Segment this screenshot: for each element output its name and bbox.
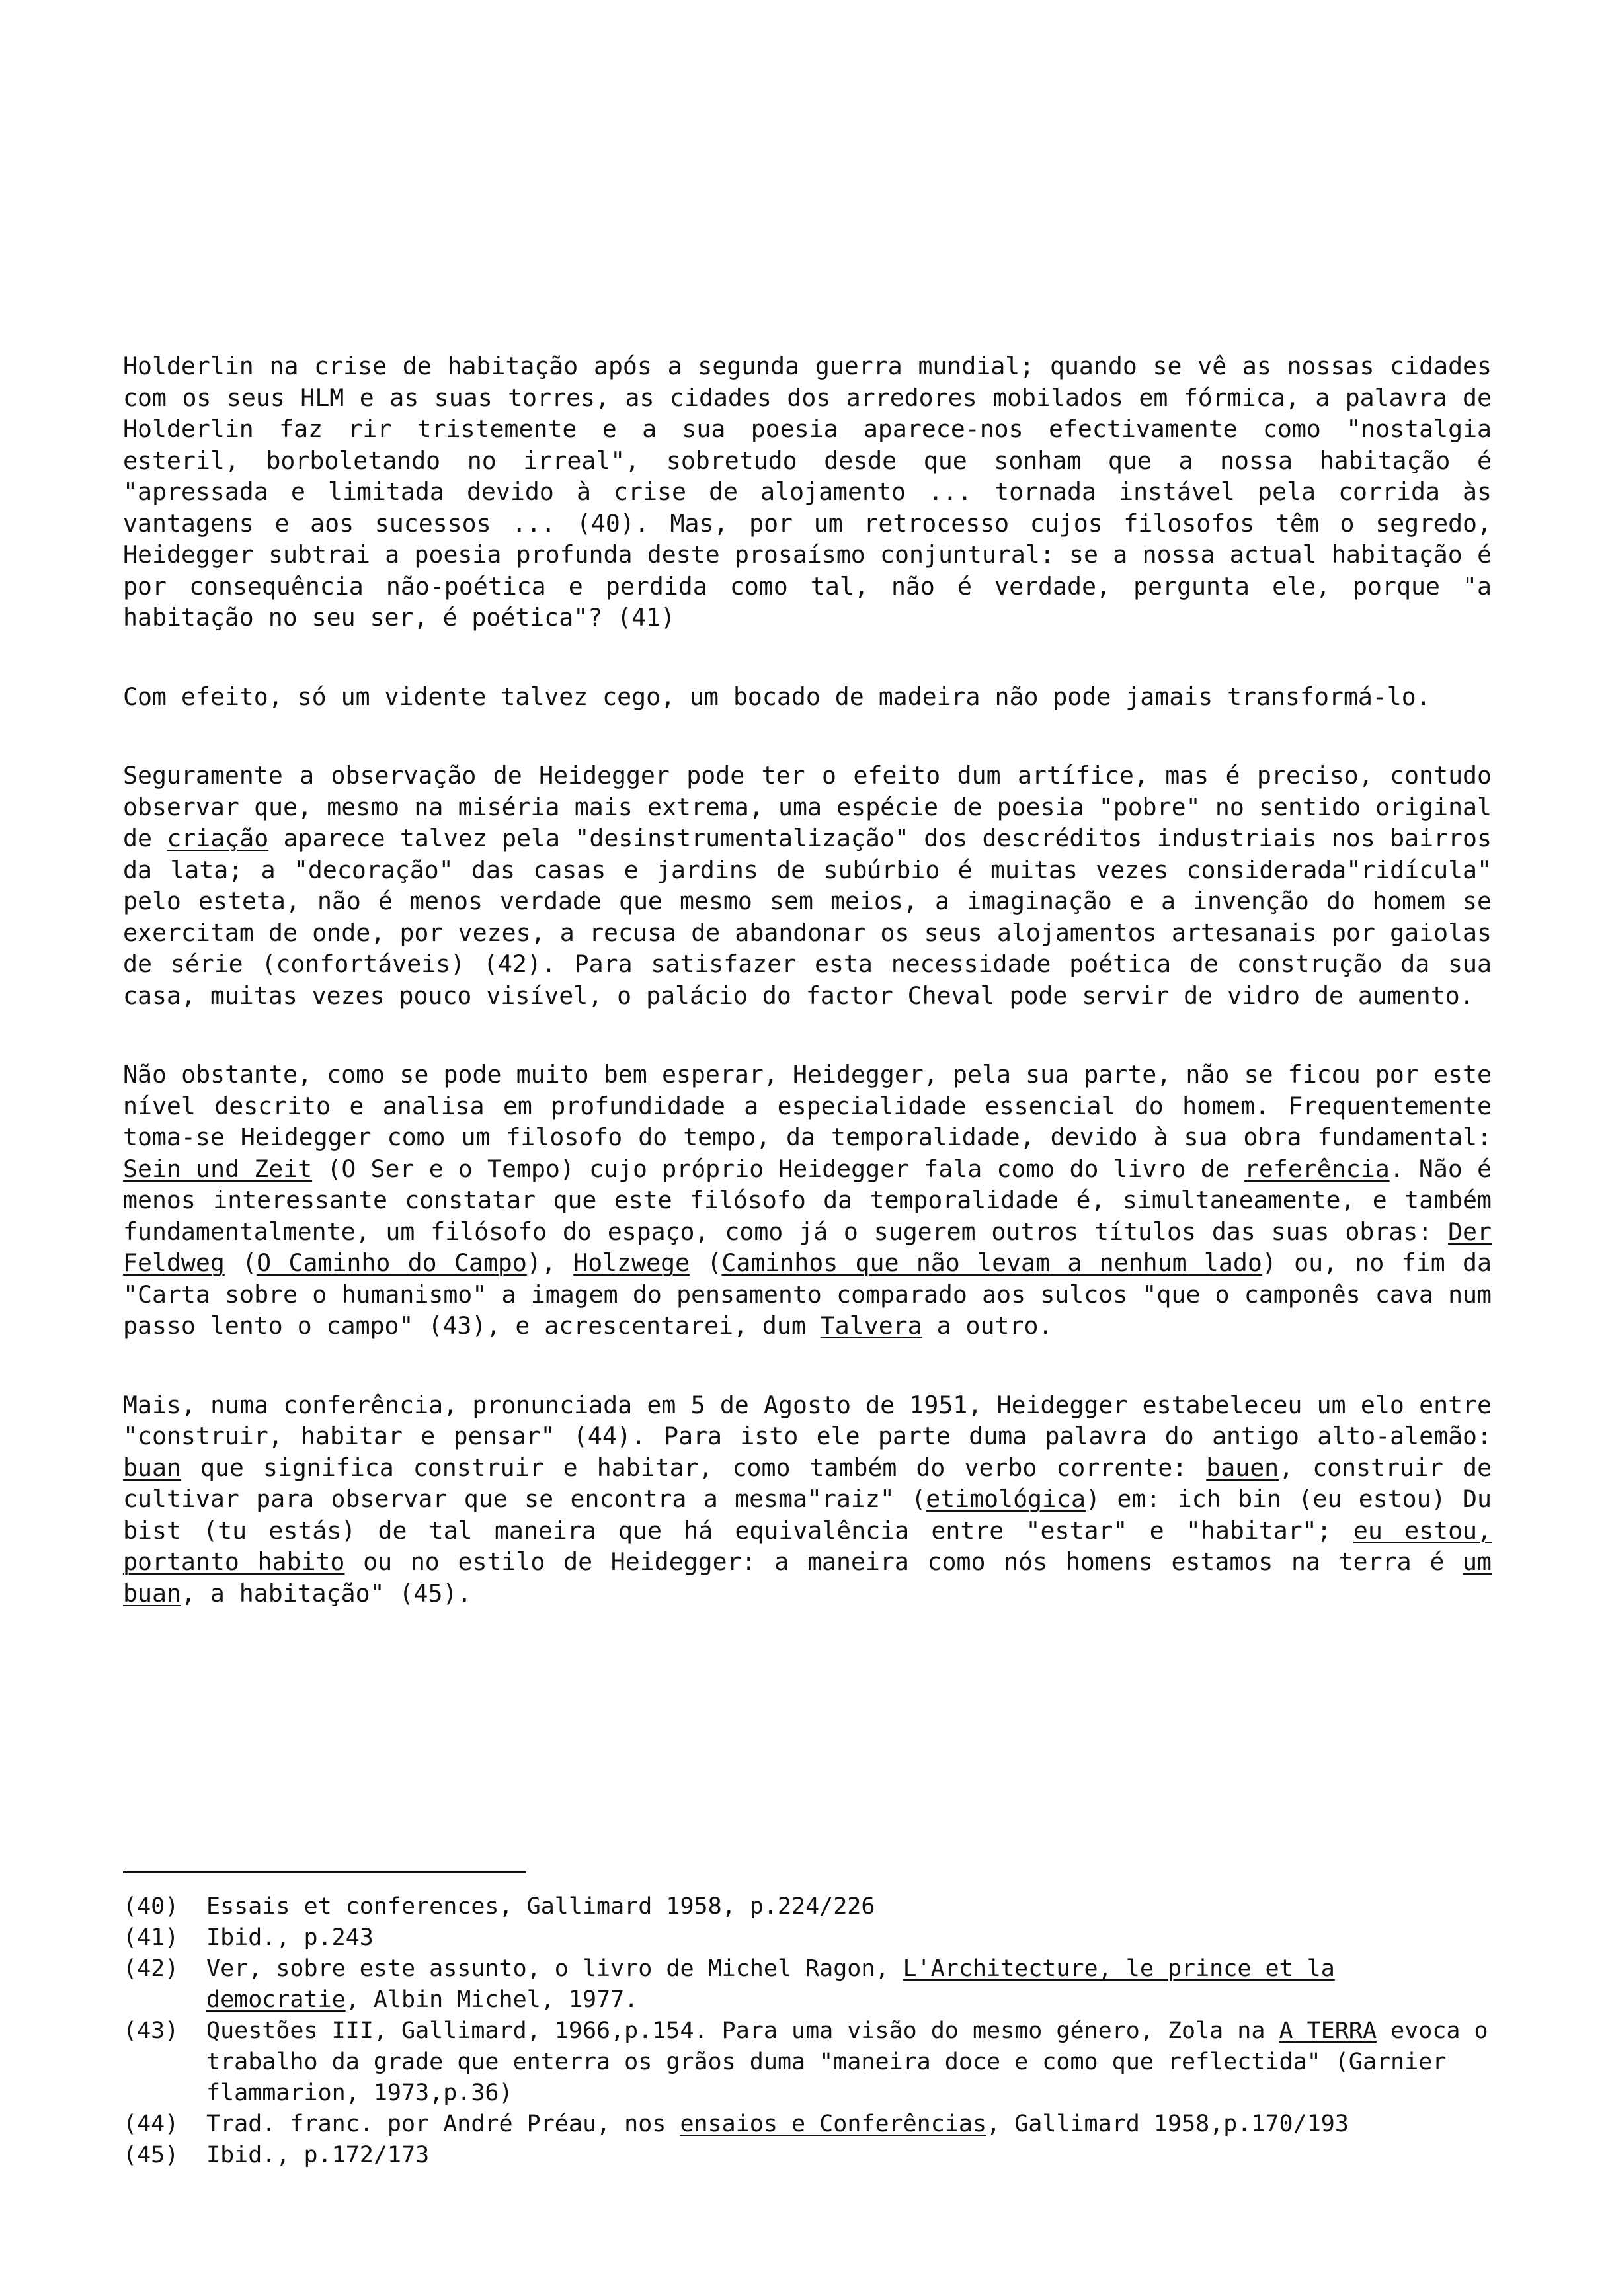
footnote-number: (43) [123,2018,179,2044]
footnote-text-part: Essais et conferences, Gallimard 1958, p.224/226 [206,1893,875,1920]
underlined-title-der-feldweg: Der Feldweg [123,1217,1492,1277]
footnote-number: (40) [123,1893,179,1920]
footnote-text-part: Trad. franc. por André Préau, nos [206,2111,680,2137]
document-page [123,0,1492,2296]
footnote-text [206,2140,1492,2171]
footnote-text-part: Ibid., p.172/173 [206,2142,430,2168]
footnote-text-part: , Gallimard 1958,p.170/193 [986,2111,1349,2137]
underlined-term-buan: buan [123,1453,181,1482]
footnote-44 [123,2109,1492,2140]
footnote-42 [123,1953,1492,2016]
footnote-40 [123,1891,1492,1922]
underlined-term-criacao: criação [167,824,269,852]
paragraph-text: ( [690,1249,722,1277]
footnote-number: (42) [123,1955,179,1982]
paragraph-2 [123,681,1492,713]
paragraph-text: ), [526,1249,574,1277]
underlined-title-holzwege: Holzwege [573,1249,690,1277]
paragraph-5 [123,1389,1492,1610]
underlined-title-caminhos: Caminhos que não levam a nenhum lado [721,1249,1262,1277]
footnote-text-part: Ver, sobre este assunto, o livro de Michel Ragon, [206,1955,903,1982]
underlined-title-sein-und-zeit: Sein und Zeit [123,1154,313,1183]
paragraph-3 [123,760,1492,1011]
underlined-term-um-buan: um buan [123,1547,1492,1608]
paragraph-text: aparece talvez pela "desinstrumentalização" dos descréditos industriais nos bairros da lata; a "decoração" das casas e jardins de subúrbio é muitas vezes considerada"ridícula" pelo esteta, não é menos verdade que mesmo sem meios, a imaginação e a invenção do homem se exercitam de onde, por vezes, a recusa de abandonar os seus alojamentos artesanais por gaiolas de série (confortáveis) (42). Para satisfazer esta necessidade poética de construção da sua casa, muitas vezes pouco visível, o palácio do factor Cheval pode servir de vidro de aumento. [123,824,1492,1010]
underlined-title-caminho-do-campo: O Caminho do Campo [257,1249,527,1277]
paragraph-text: a outro. [922,1311,1053,1340]
paragraph-text: Mais, numa conferência, pronunciada em 5 de Agosto de 1951, Heidegger estabeleceu um elo entre "construir, habitar e pensar" (44). Para isto ele parte duma palavra do antigo alto-alemão: [123,1390,1492,1450]
paragraph-text: Não obstante, como se pode muito bem esperar, Heidegger, pela sua parte, não se ficou por este nível descrito e analisa em profundidade a especialidade essencial do homem. Frequentemente toma-se Heidegger como um filosofo do tempo, da temporalidade, devido à sua obra fundamental: [123,1060,1492,1151]
body-text [123,350,1492,1609]
underlined-term-etimologica: etimológica [926,1485,1086,1513]
footnote-text-part: Questões III, Gallimard, 1966,p.154. Para uma visão do mesmo género, Zola na [206,2018,1279,2044]
footnote-text [206,1953,1492,2016]
paragraph-text: , a habitação" (45). [181,1578,472,1608]
footnote-text-part: evoca o trabalho da grade que enterra os grãos duma "maneira doce e como que reflectida" (Garnier flammarion, 1973,p.36) [206,2018,1488,2106]
paragraph-4 [123,1059,1492,1342]
paragraph-text: Com efeito, só um vidente talvez cego, um bocado de madeira não pode jamais transformá-lo. [123,682,1431,711]
underlined-book-title: ensaios e Conferências [680,2111,987,2137]
paragraph-text: que significa construir e habitar, como também do verbo corrente: [181,1453,1207,1482]
underlined-book-title: L'Architecture, le prince et la democratie [206,1955,1335,2013]
footnote-text [206,2109,1492,2140]
paragraph-text: ) em: ich bin (eu estou) Du bist (tu estás) de tal maneira que há equivalência entre "estar" e "habitar"; [123,1485,1492,1545]
footnote-text-part: Ibid., p.243 [206,1924,374,1951]
underlined-term-referencia: referência [1244,1154,1390,1183]
paragraph-text: Holderlin na crise de habitação após a segunda guerra mundial; quando se vê as nossas cidades com os seus HLM e as suas torres, as cidades dos arredores mobilados em fórmica, a palavra de Holderlin faz rir tristemente e a sua poesia aparece-nos efectivamente como "nostalgia esteril, borboletando no irreal", sobretudo desde que sonham que a nossa habitação é "apressada e limitada devido à crise de alojamento ... tornada instável pela corrida às vantagens e aos sucessos ... (40). Mas, por um retrocesso cujos filosofos têm o segredo, Heidegger subtrai a poesia profunda deste prosaísmo conjuntural: se a nossa actual habitação é por consequência não-poética e perdida como tal, não é verdade, pergunta ele, porque "a habitação no seu ser, é poética"? (41) [123,352,1492,632]
paragraph-text: , construir de cultivar para observar que se encontra a mesma"raiz" ( [123,1453,1492,1513]
underlined-book-title: A TERRA [1279,2018,1377,2044]
footnote-number: (45) [123,2142,179,2168]
paragraph-text: . Não é menos interessante constatar que este filósofo da temporalidade é, simultaneamente, e também fundamentalmente, um filósofo do espaço, como já o sugerem outros títulos das suas obras: [123,1154,1492,1246]
paragraph-text: Seguramente a observação de Heidegger pode ter o efeito dum artífice, mas é preciso, contudo observar que, mesmo na miséria mais extrema, uma espécie de poesia "pobre" no sentido original de [123,761,1492,852]
underlined-term-talvera: Talvera [820,1311,922,1340]
paragraph-text: ou no estilo de Heidegger: a maneira como nós homens estamos na terra é [344,1547,1463,1576]
footnote-text [206,1922,1492,1953]
paragraph-1 [123,350,1492,634]
footnote-45 [123,2140,1492,2171]
paragraph-text: (O Ser e o Tempo) cujo próprio Heidegger fala como do livro de [312,1154,1244,1183]
footnote-number: (41) [123,1924,179,1951]
footnote-divider [123,1871,526,1873]
footnotes [123,1891,1492,2171]
footnote-text [206,2016,1492,2109]
underlined-phrase-eu-estou: eu estou, portanto habito [123,1516,1492,1576]
footnote-43 [123,2016,1492,2109]
underlined-term-bauen: bauen [1206,1453,1279,1482]
footnote-41 [123,1922,1492,1953]
paragraph-text: ) ou, no fim da "Carta sobre o humanismo" a imagem do pensamento comparado aos sulcos "que o camponês cava num passo lento o campo" (43), e acrescentarei, dum [123,1249,1492,1340]
footnote-number: (44) [123,2111,179,2137]
footnote-text-part: , Albin Michel, 1977. [345,1987,639,2013]
footnote-text [206,1891,1492,1922]
paragraph-text: ( [224,1249,257,1277]
